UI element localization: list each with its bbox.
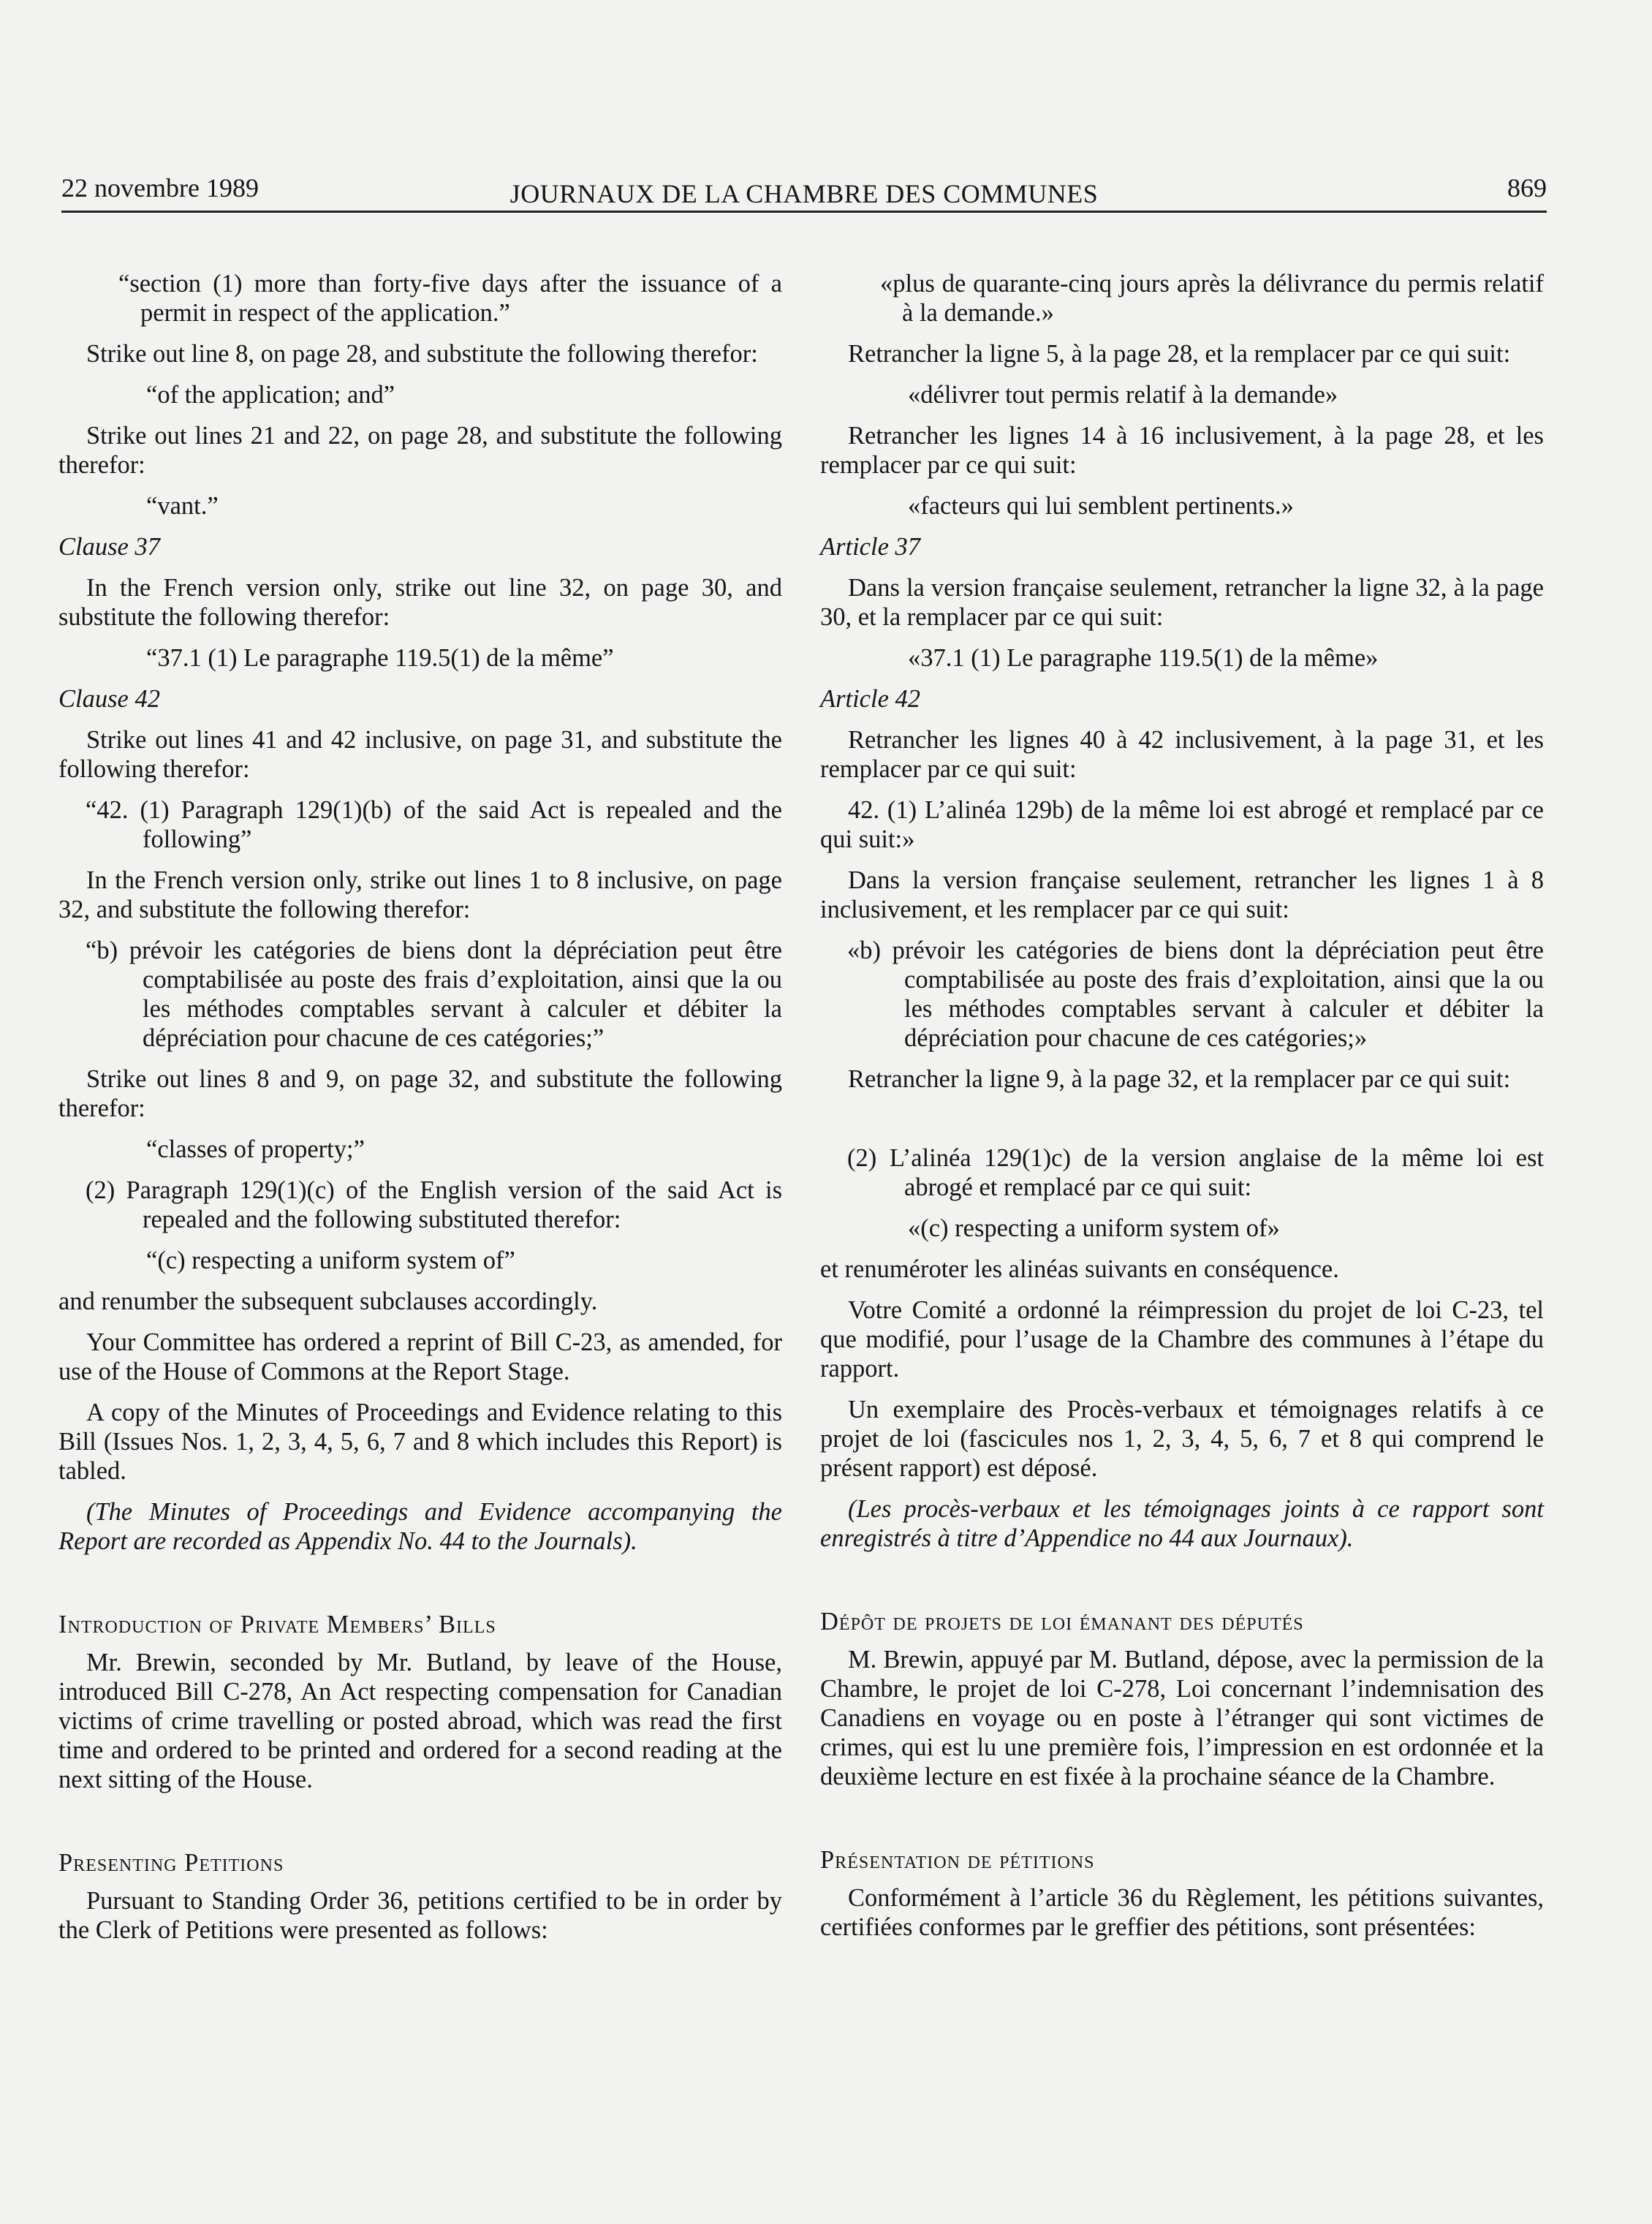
en-section-heading: Presenting Petitions [58,1849,284,1877]
page-header [61,167,1547,213]
en-quote: “42. (1) Paragraph 129(1)(b) of the said Act is repealed and the following” [86,796,782,853]
fr-article-heading: Article 37 [820,533,921,561]
fr-paragraph: (Les procès-verbaux et les témoignages joints à ce rapport sont enregistrés à titre d’Appendice no 44 aux Journaux). [820,1495,1544,1552]
en-paragraph: Strike out lines 41 and 42 inclusive, on page 31, and substitute the following therefor: [58,726,782,783]
en-paragraph: Strike out lines 8 and 9, on page 32, and substitute the following therefor: [58,1065,782,1122]
fr-paragraph: Conformément à l’article 36 du Règlement, les pétitions suivantes, certifiées conformes par le greffier des pétitions, sont présentées: [820,1884,1544,1941]
fr-paragraph: Un exemplaire des Procès-verbaux et témoignages relatifs à ce projet de loi (fascicules nos 1, 2, 3, 4, 5, 6, 7 et 8 qui comprend le présent rapport) est déposé. [820,1396,1544,1482]
fr-quote: «37.1 (1) Le paragraphe 119.5(1) de la même» [908,644,1379,672]
en-quote: “of the application; and” [146,381,395,409]
en-quoted-section: “section (1) more than forty-five days after the issuance of a permit in respect of the application.” [118,270,782,327]
fr-paragraph: Retrancher les lignes 40 à 42 inclusivement, à la page 31, et les remplacer par ce qui suit: [820,726,1544,783]
french-column [820,269,1544,1953]
en-paragraph: Your Committee has ordered a reprint of Bill C-23, as amended, for use of the House of Commons at the Report Stage. [58,1328,782,1385]
journal-title: JOURNAUX DE LA CHAMBRE DES COMMUNES [509,179,1099,208]
en-paragraph: and renumber the subsequent subclauses accordingly. [58,1287,598,1315]
english-column [58,269,782,1956]
en-quote: “b) prévoir les catégories de biens dont la dépréciation peut être comptabilisée au poste des frais d’exploitation, ainsi que la ou les méthodes comptables servant à calculer et débiter la dépréciation pour chacune de ces catégories;” [86,937,782,1052]
fr-quote: 42. (1) L’alinéa 129b) de la même loi est abrogé et remplacé par ce qui suit:» [820,796,1544,853]
fr-paragraph: Retrancher les lignes 14 à 16 inclusivement, à la page 28, et les remplacer par ce qui suit: [820,422,1544,479]
fr-paragraph: Retrancher la ligne 5, à la page 28, et la remplacer par ce qui suit: [848,340,1511,368]
en-paragraph: (The Minutes of Proceedings and Evidence accompanying the Report are recorded as Appendix No. 44 to the Journals). [58,1498,782,1555]
en-quote: “vant.” [146,492,219,520]
fr-quote: «(c) respecting a uniform system of» [908,1214,1280,1242]
en-paragraph: Pursuant to Standing Order 36, petitions certified to be in order by the Clerk of Petitions were presented as follows: [58,1887,782,1944]
fr-paragraph: M. Brewin, appuyé par M. Butland, dépose, avec la permission de la Chambre, le projet de loi C-278, Loi concernant l’indemnisation des Canadiens en voyage ou en poste à l’étranger qui sont victimes de crimes, qui est lu une première fois, l’impression en est ordonnée et la deuxième lecture en est fixée à la prochaine séance de la Chambre. [820,1646,1544,1790]
en-paragraph: (2) Paragraph 129(1)(c) of the English version of the said Act is repealed and the following substituted therefor: [86,1176,782,1233]
fr-paragraph: et renuméroter les alinéas suivants en conséquence. [820,1255,1339,1283]
en-section-heading: Introduction of Private Members’ Bills [58,1611,496,1638]
fr-paragraph: (2) L’alinéa 129(1)c) de la version anglaise de la même loi est abrogé et remplacé par ce qui suit: [847,1144,1544,1201]
en-quote: “classes of property;” [146,1135,365,1163]
en-quote: “37.1 (1) Le paragraphe 119.5(1) de la même” [146,644,614,672]
en-clause-heading: Clause 37 [58,533,160,561]
en-paragraph: Mr. Brewin, seconded by Mr. Butland, by leave of the House, introduced Bill C-278, An Act respecting compensation for Canadian victims of crime travelling or posted abroad, which was read the first time and ordered to be printed and ordered for a second reading at the next sitting of the House. [58,1649,782,1793]
fr-paragraph: Dans la version française seulement, retrancher les lignes 1 à 8 inclusivement, et les remplacer par ce qui suit: [820,866,1544,923]
en-paragraph: Strike out lines 21 and 22, on page 28, and substitute the following therefor: [58,422,782,479]
fr-quote: «délivrer tout permis relatif à la demande» [908,381,1338,409]
fr-paragraph: Dans la version française seulement, retrancher la ligne 32, à la page 30, et la remplacer par ce qui suit: [820,574,1544,631]
fr-quote: «b) prévoir les catégories de biens dont la dépréciation peut être comptabilisée au poste des frais d’exploitation, ainsi que la ou les méthodes comptables servant à calculer et débiter la dépréciation pour chacune de ces catégories;» [847,937,1544,1052]
header-date: 22 novembre 1989 [61,173,259,203]
fr-section-heading: Dépôt de projets de loi émanant des députés [820,1608,1304,1635]
fr-quote: «facteurs qui lui semblent pertinents.» [908,492,1294,520]
fr-quoted-section: «plus de quarante-cinq jours après la délivrance du permis relatif à la demande.» [880,270,1544,327]
fr-article-heading: Article 42 [820,685,921,713]
en-paragraph: In the French version only, strike out lines 1 to 8 inclusive, on page 32, and substitute the following therefor: [58,866,782,923]
fr-paragraph: Retrancher la ligne 9, à la page 32, et la remplacer par ce qui suit: [848,1065,1511,1093]
fr-section-heading: Présentation de pétitions [820,1846,1095,1874]
page-number: 869 [1507,173,1547,203]
en-quote: “(c) respecting a uniform system of” [146,1247,515,1274]
en-paragraph: In the French version only, strike out line 32, on page 30, and substitute the following therefor: [58,574,782,631]
en-clause-heading: Clause 42 [58,685,160,713]
en-paragraph: A copy of the Minutes of Proceedings and Evidence relating to this Bill (Issues Nos. 1, 2, 3, 4, 5, 6, 7 and 8 which includes this Report) is tabled. [58,1399,782,1485]
fr-paragraph: Votre Comité a ordonné la réimpression du projet de loi C-23, tel que modifié, pour l’usage de la Chambre des communes à l’étape du rapport. [820,1296,1544,1383]
en-paragraph: Strike out line 8, on page 28, and substitute the following therefor: [86,340,758,368]
